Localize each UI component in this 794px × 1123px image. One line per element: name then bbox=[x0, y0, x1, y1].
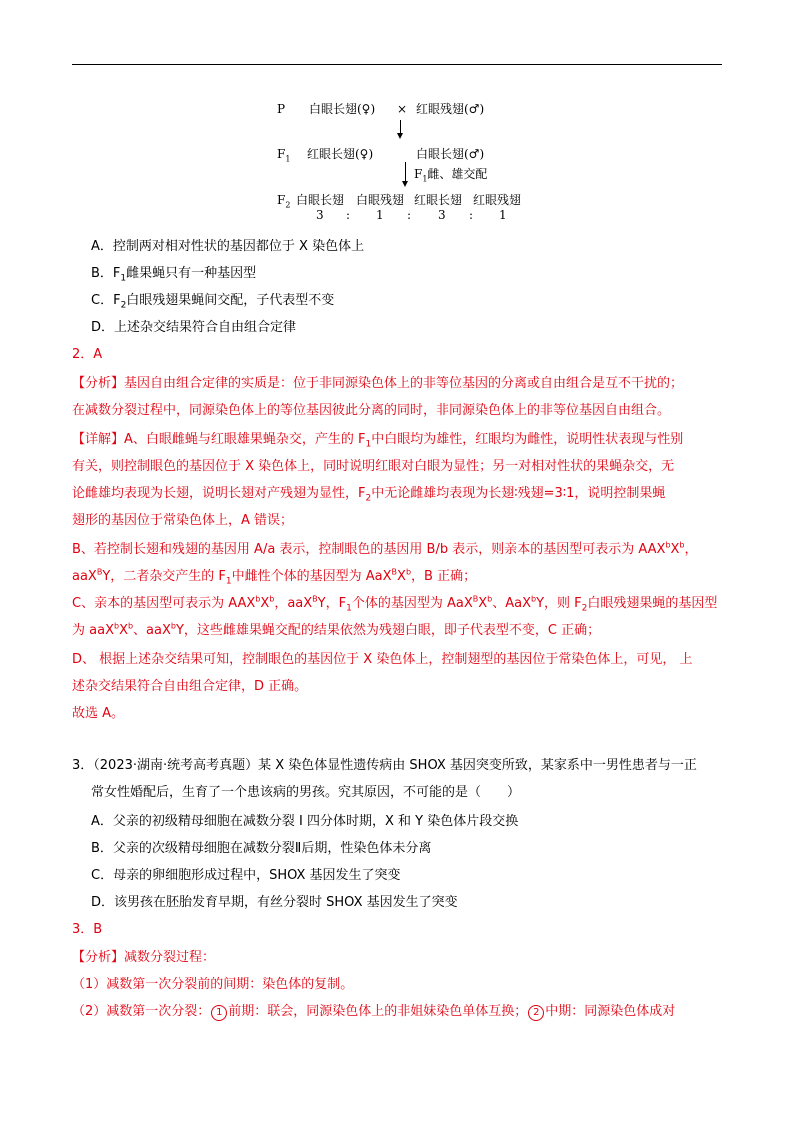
f2-phenotype: 红眼残翅 bbox=[473, 193, 522, 207]
circled-number-icon: 1 bbox=[211, 1005, 227, 1021]
q2-option-b: B．$F_1$雌果蝇只有一种基因型 bbox=[91, 266, 257, 284]
f2-label: $F_2$ bbox=[277, 193, 291, 210]
q2-detail-line: 故选 A。 bbox=[72, 706, 125, 721]
header-rule bbox=[72, 64, 722, 65]
f2-phenotype: 白眼长翅 bbox=[296, 193, 345, 207]
f1-mating-note: $F_1$雌、雄交配 bbox=[414, 167, 488, 184]
f2-phenotype: 红眼长翅 bbox=[414, 193, 463, 207]
q2-answer: 2．A bbox=[72, 347, 103, 362]
q2-detail-line: C、亲本的基因型可表示为 $AAX^bX^b$，aaX$^B$Y，$F_1$个体的基因型为 $AaX^BX^b$、AaX$^b$Y，则 $F_2$白眼残翅果蝇的基因型 bbox=[72, 594, 718, 614]
f2-phenotype: 白眼残翅 bbox=[356, 193, 405, 207]
p-label: P bbox=[277, 102, 286, 116]
q3-stem: 常女性婚配后，生育了一个患该病的男孩。究其原因，不可能的是（ ） bbox=[91, 785, 521, 800]
q2-detail-line: D、 根据上述杂交结果可知，控制眼色的基因位于 X 染色体上，控制翅型的基因位于常染色体上，可见， 上 bbox=[72, 652, 693, 667]
q3-analysis-step: （1）减数第一次分裂前的间期：染色体的复制。 bbox=[72, 977, 354, 992]
q3-analysis-step: （2）减数第一次分裂： 1 前期：联会，同源染色体上的非姐妹染色单体互换； 2 中期：同源染色体成对 bbox=[72, 1004, 676, 1019]
p-female: 白眼长翅(♀) bbox=[309, 102, 376, 116]
q2-option-a: A．控制两对相对性状的基因都位于 X 染色体上 bbox=[91, 239, 365, 254]
arrow-down-icon bbox=[400, 120, 401, 134]
f2-ratio: 1 bbox=[376, 208, 384, 222]
p-male: 红眼残翅(♂) bbox=[416, 102, 485, 116]
cross-sign: × bbox=[397, 102, 408, 116]
q2-detail-line: 论雌雄均表现为长翅，说明长翅对产残翅为显性，$F_2$中无论雌雄均表现为长翅∶残翅=3∶1，说明控制果蝇 bbox=[72, 486, 666, 504]
q2-detail-line: 述杂交结果符合自由组合定律，D 正确。 bbox=[72, 679, 308, 694]
arrow-down-icon-2 bbox=[405, 162, 406, 182]
arrow-head-icon-2 bbox=[402, 181, 408, 187]
f1-male: 白眼长翅(♂) bbox=[416, 147, 485, 161]
q2-analysis-line: 在减数分裂过程中，同源染色体上的等位基因彼此分离的同时，非同源染色体上的非等位基因自由组合。 bbox=[72, 403, 671, 418]
q3-answer: 3．B bbox=[72, 922, 103, 937]
ratio-sep: : bbox=[469, 208, 474, 222]
f1-label: $F_1$ bbox=[277, 147, 291, 164]
f2-ratio: 3 bbox=[438, 208, 446, 222]
f2-ratio: 3 bbox=[316, 208, 324, 222]
q3-option-c: C．母亲的卵细胞形成过程中，SHOX 基因发生了突变 bbox=[91, 868, 401, 883]
q2-detail-line: 【详解】A、白眼雌蝇与红眼雄果蝇杂交，产生的 $F_1$中白眼均为雄性，红眼均为雌性，说明性状表现与性别 bbox=[72, 432, 684, 450]
q2-detail-line: 为 $aaX^bX^b$、aaX$^b$Y，这些雌雄果蝇交配的结果依然为残翅白眼，即子代表型不变，C 正确； bbox=[72, 621, 601, 638]
q3-option-b: B．父亲的次级精母细胞在减数分裂Ⅱ后期，性染色体未分离 bbox=[91, 841, 432, 856]
q3-option-a: A．父亲的初级精母细胞在减数分裂 I 四分体时期，X 和 Y 染色体片段交换 bbox=[91, 814, 519, 829]
q2-option-d: D．上述杂交结果符合自由组合定律 bbox=[91, 320, 297, 335]
q3-analysis-title: 【分析】减数分裂过程： bbox=[72, 950, 216, 965]
q2-detail-line: 有关，则控制眼色的基因位于 X 染色体上，同时说明红眼对白眼为显性；另一对相对性状的果蝇杂交，无 bbox=[72, 459, 675, 474]
ratio-sep: : bbox=[407, 208, 412, 222]
q3-option-d: D．该男孩在胚胎发育早期，有丝分裂时 SHOX 基因发生了突变 bbox=[91, 895, 458, 910]
q2-analysis-line: 【分析】基因自由组合定律的实质是：位于非同源染色体上的非等位基因的分离或自由组合是互不干扰的； bbox=[72, 376, 684, 391]
q2-detail-line: aaX$^B$Y，二者杂交产生的 $F_1$中雌性个体的基因型为 $AaX^BX^b$，B 正确； bbox=[72, 567, 477, 587]
q2-detail-line: B、若控制长翅和残翅的基因用 A/a 表示，控制眼色的基因用 B/b 表示，则亲本的基因型可表示为 $AAX^bX^b$， bbox=[72, 540, 698, 557]
q3-stem: 3．（2023·湖南·统考高考真题）某 X 染色体显性遗传病由 SHOX 基因突变所致，某家系中一男性患者与一正 bbox=[72, 758, 697, 773]
circled-number-icon: 2 bbox=[528, 1005, 544, 1021]
ratio-sep: : bbox=[346, 208, 351, 222]
arrow-head-icon bbox=[397, 133, 403, 139]
q2-option-c: C．$F_2$白眼残翅果蝇间交配，子代表型不变 bbox=[91, 293, 335, 311]
q2-detail-line: 翅形的基因位于常染色体上，A 错误； bbox=[72, 513, 294, 528]
f1-female: 红眼长翅(♀) bbox=[307, 147, 374, 161]
f2-ratio: 1 bbox=[499, 208, 507, 222]
